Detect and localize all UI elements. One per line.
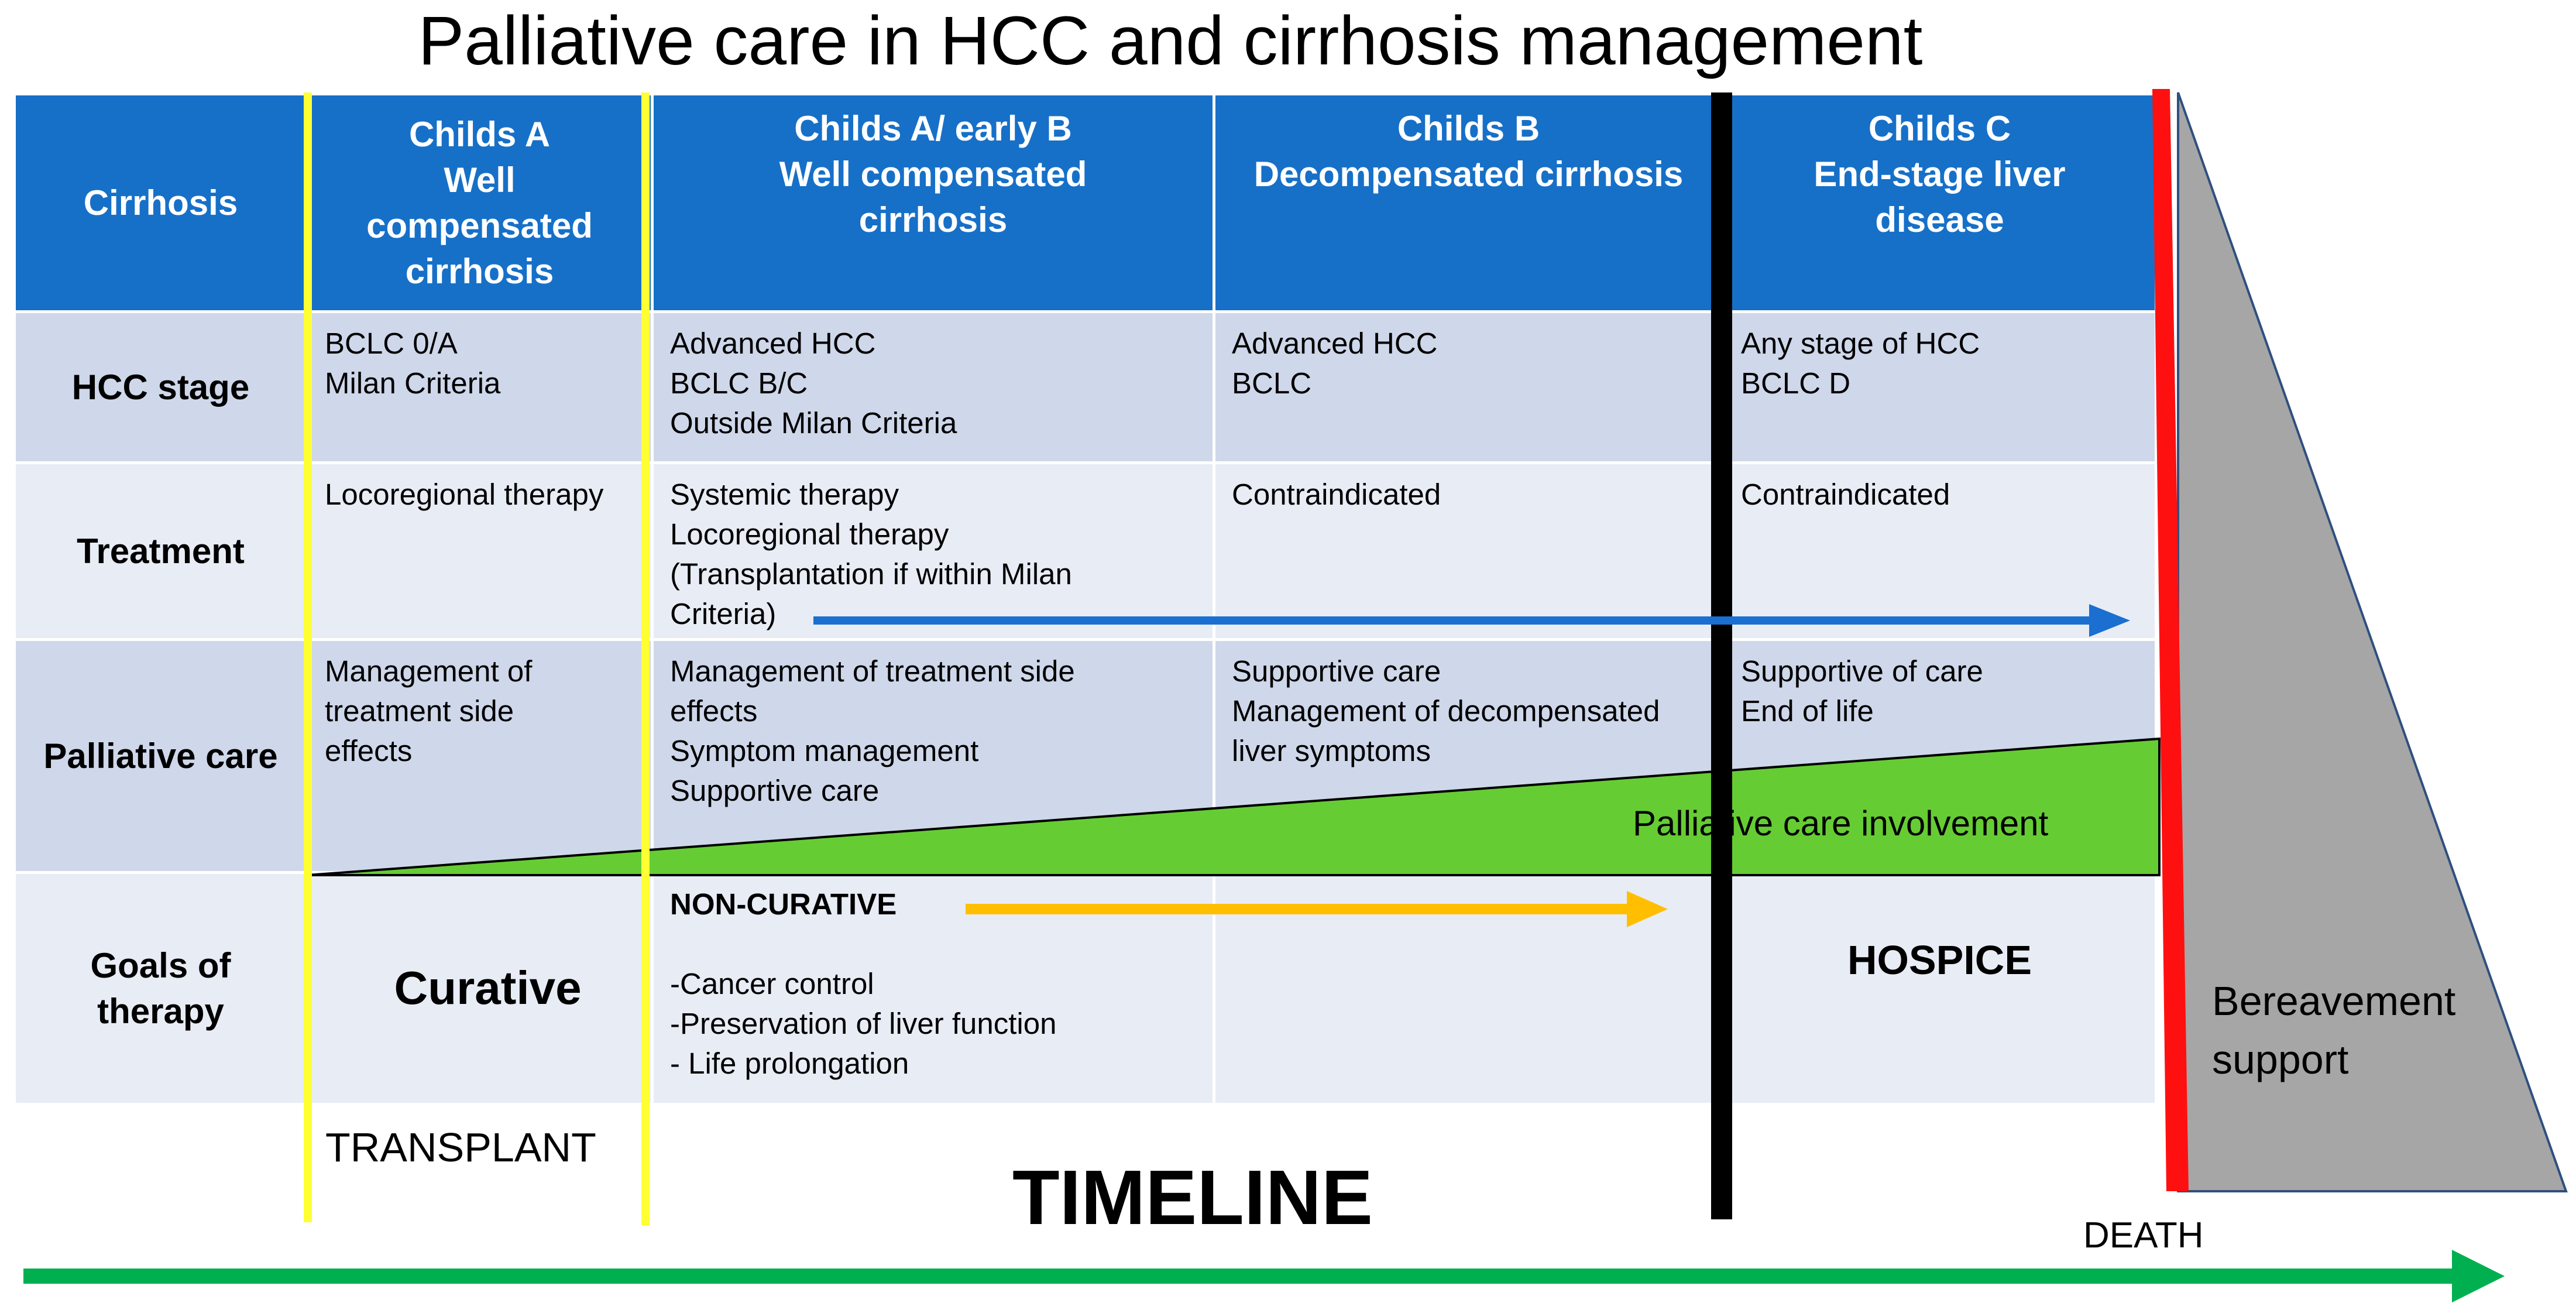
- row-label-goals: Goals of therapy: [15, 873, 307, 1105]
- treatment-cell-2: Systemic therapy Locoregional therapy (Transplantation if within Milan Criteria): [652, 463, 1214, 640]
- header-stage-3: Childs B Decompensated cirrhosis: [1214, 94, 1723, 312]
- noncurative-item: - Life prolongation: [670, 1047, 909, 1080]
- palliative-involvement-label: Palliative care involvement: [1633, 804, 2049, 843]
- bereavement-label: Bereavement support: [2212, 978, 2456, 1082]
- diagram-title: Palliative care in HCC and cirrhosis management: [418, 2, 1923, 80]
- palliative-cell-3: Supportive care Management of decompensated liver symptoms: [1214, 640, 1723, 873]
- timeline-arrow-head: [2452, 1250, 2505, 1302]
- timeline-label: TIMELINE: [1012, 1154, 1373, 1240]
- transplant-label: TRANSPLANT: [325, 1125, 596, 1170]
- row-label-hcc-stage: HCC stage: [15, 312, 307, 463]
- hcc-stage-cell-1: BCLC 0/A Milan Criteria: [307, 312, 652, 463]
- noncurative-item: -Cancer control: [670, 967, 874, 1000]
- treatment-cell-3: Contraindicated: [1214, 463, 1723, 640]
- hcc-stage-cell-3: Advanced HCC BCLC: [1214, 312, 1723, 463]
- hospice-label: HOSPICE: [1847, 937, 2032, 983]
- treatment-arrow-head: [2089, 604, 2130, 637]
- curative-label: Curative: [394, 962, 582, 1014]
- black-divider-line: [1711, 92, 1732, 1219]
- header-stage-1: Childs A Well compensated cirrhosis: [307, 94, 652, 312]
- noncurative-title: NON-CURATIVE: [670, 887, 897, 921]
- header-stage-2: Childs A/ early B Well compensated cirrhosis: [652, 94, 1214, 312]
- hcc-stage-cell-2: Advanced HCC BCLC B/C Outside Milan Criteria: [652, 312, 1214, 463]
- palliative-cell-4: Supportive of care End of life: [1723, 640, 2156, 873]
- death-label: DEATH: [2083, 1215, 2204, 1256]
- noncurative-item: -Preservation of liver function: [670, 1007, 1057, 1040]
- treatment-cell-1: Locoregional therapy: [307, 463, 652, 640]
- hcc-stage-cell-4: Any stage of HCC BCLC D: [1723, 312, 2156, 463]
- palliative-cell-1: Management of treatment side effects: [307, 640, 652, 873]
- row-label-palliative-care: Palliative care: [15, 640, 307, 873]
- yellow-divider-line: [641, 92, 650, 1225]
- treatment-cell-4: Contraindicated: [1723, 463, 2156, 640]
- row-label-cirrhosis: Cirrhosis: [15, 94, 307, 312]
- header-stage-4: Childs C End-stage liver disease: [1723, 94, 2156, 312]
- noncurative-arrow-head: [1627, 891, 1668, 927]
- palliative-cell-2: Management of treatment side effects Symptom management Supportive care: [652, 640, 1214, 873]
- yellow-divider-line: [304, 92, 312, 1222]
- row-label-treatment: Treatment: [15, 463, 307, 640]
